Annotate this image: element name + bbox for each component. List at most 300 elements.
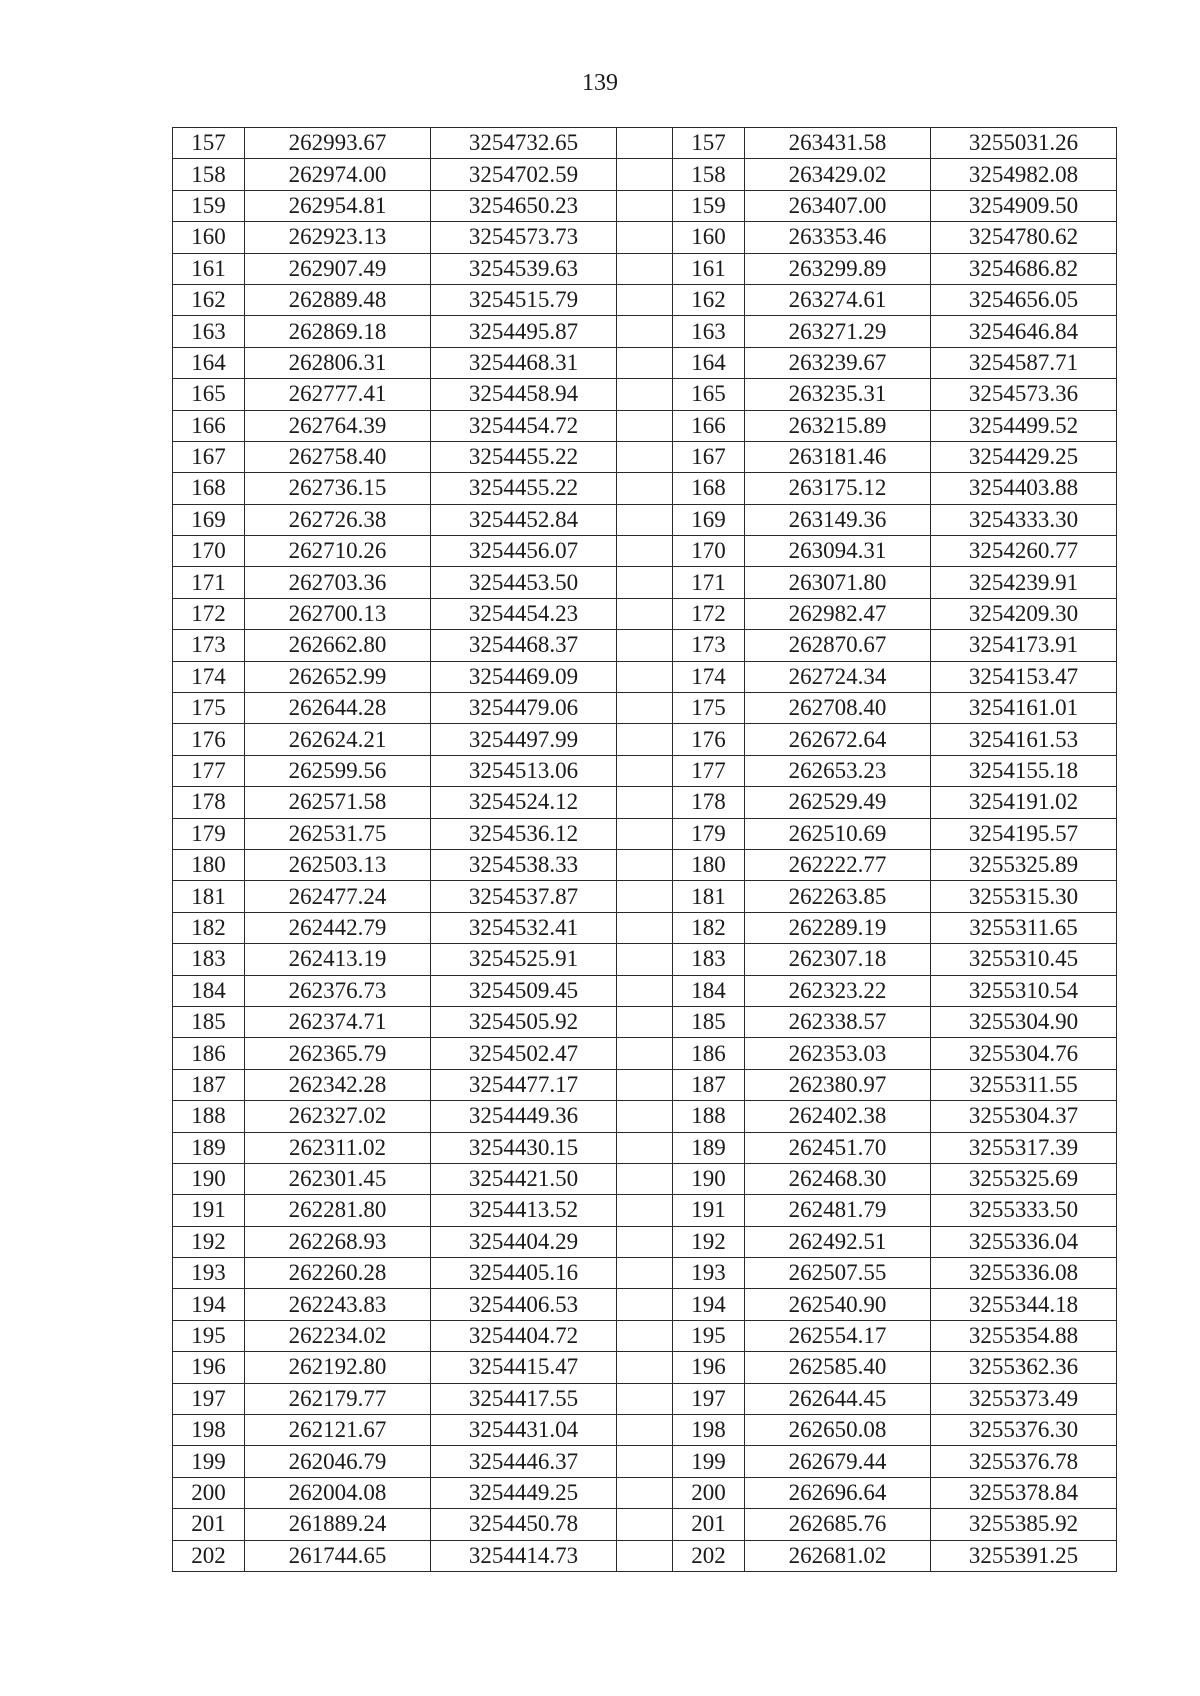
table-row — [173, 787, 1117, 818]
right-point-number-cell: 200 — [673, 1477, 745, 1508]
left-x-coordinate-cell: 262777.41 — [245, 379, 431, 410]
right-point-number-cell: 161 — [673, 253, 745, 284]
right-y-coordinate-cell: 3255311.65 — [931, 912, 1117, 943]
spacer-cell — [617, 787, 673, 818]
left-point-number-cell: 163 — [173, 316, 245, 347]
right-point-number-cell: 185 — [673, 1006, 745, 1037]
left-x-coordinate-cell: 262993.67 — [245, 128, 431, 159]
table-row — [173, 912, 1117, 943]
table-row — [173, 1446, 1117, 1477]
right-y-coordinate-cell: 3255344.18 — [931, 1289, 1117, 1320]
left-x-coordinate-cell: 262374.71 — [245, 1006, 431, 1037]
right-point-number-cell: 180 — [673, 849, 745, 880]
left-y-coordinate-cell: 3254452.84 — [431, 504, 617, 535]
table-row — [173, 1415, 1117, 1446]
table-row — [173, 755, 1117, 786]
right-x-coordinate-cell: 262724.34 — [745, 661, 931, 692]
left-point-number-cell: 164 — [173, 347, 245, 378]
spacer-cell — [617, 473, 673, 504]
left-x-coordinate-cell: 262268.93 — [245, 1226, 431, 1257]
right-x-coordinate-cell: 263407.00 — [745, 190, 931, 221]
right-y-coordinate-cell: 3254260.77 — [931, 536, 1117, 567]
right-point-number-cell: 190 — [673, 1163, 745, 1194]
spacer-cell — [617, 1258, 673, 1289]
right-point-number-cell: 182 — [673, 912, 745, 943]
left-y-coordinate-cell: 3254455.22 — [431, 441, 617, 472]
left-x-coordinate-cell: 262599.56 — [245, 755, 431, 786]
right-point-number-cell: 187 — [673, 1069, 745, 1100]
right-y-coordinate-cell: 3254499.52 — [931, 410, 1117, 441]
table-row — [173, 504, 1117, 535]
right-x-coordinate-cell: 263274.61 — [745, 284, 931, 315]
table-row — [173, 724, 1117, 755]
right-point-number-cell: 159 — [673, 190, 745, 221]
spacer-cell — [617, 818, 673, 849]
left-point-number-cell: 183 — [173, 944, 245, 975]
right-x-coordinate-cell: 262263.85 — [745, 881, 931, 912]
right-point-number-cell: 169 — [673, 504, 745, 535]
table-row — [173, 661, 1117, 692]
left-x-coordinate-cell: 262758.40 — [245, 441, 431, 472]
left-point-number-cell: 179 — [173, 818, 245, 849]
right-y-coordinate-cell: 3254982.08 — [931, 159, 1117, 190]
right-point-number-cell: 192 — [673, 1226, 745, 1257]
table-row — [173, 849, 1117, 880]
right-y-coordinate-cell: 3255310.54 — [931, 975, 1117, 1006]
right-y-coordinate-cell: 3255354.88 — [931, 1320, 1117, 1351]
right-x-coordinate-cell: 263181.46 — [745, 441, 931, 472]
spacer-cell — [617, 128, 673, 159]
left-y-coordinate-cell: 3254404.29 — [431, 1226, 617, 1257]
right-x-coordinate-cell: 262585.40 — [745, 1352, 931, 1383]
table-row — [173, 1163, 1117, 1194]
right-x-coordinate-cell: 263353.46 — [745, 222, 931, 253]
right-y-coordinate-cell: 3254209.30 — [931, 598, 1117, 629]
left-y-coordinate-cell: 3254405.16 — [431, 1258, 617, 1289]
left-y-coordinate-cell: 3254502.47 — [431, 1038, 617, 1069]
left-y-coordinate-cell: 3254415.47 — [431, 1352, 617, 1383]
table-row — [173, 1038, 1117, 1069]
table-row — [173, 410, 1117, 441]
table-row — [173, 284, 1117, 315]
right-point-number-cell: 171 — [673, 567, 745, 598]
right-y-coordinate-cell: 3255304.76 — [931, 1038, 1117, 1069]
spacer-cell — [617, 1477, 673, 1508]
right-y-coordinate-cell: 3255376.78 — [931, 1446, 1117, 1477]
spacer-cell — [617, 410, 673, 441]
right-y-coordinate-cell: 3254573.36 — [931, 379, 1117, 410]
table-row — [173, 253, 1117, 284]
table-row — [173, 1289, 1117, 1320]
left-point-number-cell: 194 — [173, 1289, 245, 1320]
left-y-coordinate-cell: 3254458.94 — [431, 379, 617, 410]
spacer-cell — [617, 1320, 673, 1351]
right-x-coordinate-cell: 262650.08 — [745, 1415, 931, 1446]
left-x-coordinate-cell: 262700.13 — [245, 598, 431, 629]
left-x-coordinate-cell: 262046.79 — [245, 1446, 431, 1477]
right-x-coordinate-cell: 262644.45 — [745, 1383, 931, 1414]
right-y-coordinate-cell: 3255310.45 — [931, 944, 1117, 975]
right-y-coordinate-cell: 3254161.01 — [931, 693, 1117, 724]
right-point-number-cell: 158 — [673, 159, 745, 190]
left-x-coordinate-cell: 262889.48 — [245, 284, 431, 315]
left-x-coordinate-cell: 262662.80 — [245, 630, 431, 661]
right-point-number-cell: 199 — [673, 1446, 745, 1477]
spacer-cell — [617, 253, 673, 284]
left-y-coordinate-cell: 3254450.78 — [431, 1509, 617, 1540]
table-row — [173, 128, 1117, 159]
right-x-coordinate-cell: 262468.30 — [745, 1163, 931, 1194]
right-y-coordinate-cell: 3255362.36 — [931, 1352, 1117, 1383]
table-row — [173, 1101, 1117, 1132]
right-x-coordinate-cell: 262353.03 — [745, 1038, 931, 1069]
spacer-cell — [617, 630, 673, 661]
left-point-number-cell: 180 — [173, 849, 245, 880]
table-row — [173, 1069, 1117, 1100]
left-x-coordinate-cell: 262974.00 — [245, 159, 431, 190]
left-point-number-cell: 188 — [173, 1101, 245, 1132]
right-y-coordinate-cell: 3255325.69 — [931, 1163, 1117, 1194]
left-point-number-cell: 175 — [173, 693, 245, 724]
right-x-coordinate-cell: 262870.67 — [745, 630, 931, 661]
left-x-coordinate-cell: 262703.36 — [245, 567, 431, 598]
right-point-number-cell: 186 — [673, 1038, 745, 1069]
left-x-coordinate-cell: 262281.80 — [245, 1195, 431, 1226]
right-x-coordinate-cell: 262529.49 — [745, 787, 931, 818]
left-point-number-cell: 159 — [173, 190, 245, 221]
right-point-number-cell: 165 — [673, 379, 745, 410]
spacer-cell — [617, 222, 673, 253]
left-y-coordinate-cell: 3254455.22 — [431, 473, 617, 504]
right-y-coordinate-cell: 3255311.55 — [931, 1069, 1117, 1100]
table-row — [173, 1477, 1117, 1508]
right-point-number-cell: 195 — [673, 1320, 745, 1351]
left-x-coordinate-cell: 262243.83 — [245, 1289, 431, 1320]
table-row — [173, 1226, 1117, 1257]
left-y-coordinate-cell: 3254406.53 — [431, 1289, 617, 1320]
right-y-coordinate-cell: 3255304.90 — [931, 1006, 1117, 1037]
left-point-number-cell: 197 — [173, 1383, 245, 1414]
spacer-cell — [617, 724, 673, 755]
left-point-number-cell: 167 — [173, 441, 245, 472]
left-point-number-cell: 190 — [173, 1163, 245, 1194]
right-point-number-cell: 172 — [673, 598, 745, 629]
right-point-number-cell: 181 — [673, 881, 745, 912]
table-row — [173, 159, 1117, 190]
left-y-coordinate-cell: 3254449.25 — [431, 1477, 617, 1508]
left-point-number-cell: 200 — [173, 1477, 245, 1508]
left-point-number-cell: 177 — [173, 755, 245, 786]
right-point-number-cell: 173 — [673, 630, 745, 661]
right-x-coordinate-cell: 263175.12 — [745, 473, 931, 504]
left-y-coordinate-cell: 3254732.65 — [431, 128, 617, 159]
right-point-number-cell: 162 — [673, 284, 745, 315]
right-point-number-cell: 196 — [673, 1352, 745, 1383]
left-point-number-cell: 196 — [173, 1352, 245, 1383]
spacer-cell — [617, 1383, 673, 1414]
spacer-cell — [617, 1038, 673, 1069]
table-row — [173, 1132, 1117, 1163]
left-point-number-cell: 157 — [173, 128, 245, 159]
right-x-coordinate-cell: 262708.40 — [745, 693, 931, 724]
left-y-coordinate-cell: 3254509.45 — [431, 975, 617, 1006]
right-x-coordinate-cell: 262222.77 — [745, 849, 931, 880]
left-x-coordinate-cell: 261744.65 — [245, 1540, 431, 1571]
left-x-coordinate-cell: 262121.67 — [245, 1415, 431, 1446]
left-y-coordinate-cell: 3254539.63 — [431, 253, 617, 284]
right-x-coordinate-cell: 263299.89 — [745, 253, 931, 284]
spacer-cell — [617, 567, 673, 598]
spacer-cell — [617, 1006, 673, 1037]
left-y-coordinate-cell: 3254468.31 — [431, 347, 617, 378]
left-point-number-cell: 191 — [173, 1195, 245, 1226]
left-point-number-cell: 168 — [173, 473, 245, 504]
left-x-coordinate-cell: 262327.02 — [245, 1101, 431, 1132]
left-x-coordinate-cell: 262571.58 — [245, 787, 431, 818]
left-x-coordinate-cell: 262365.79 — [245, 1038, 431, 1069]
right-x-coordinate-cell: 262681.02 — [745, 1540, 931, 1571]
left-x-coordinate-cell: 262342.28 — [245, 1069, 431, 1100]
right-point-number-cell: 201 — [673, 1509, 745, 1540]
table-row — [173, 598, 1117, 629]
right-x-coordinate-cell: 263429.02 — [745, 159, 931, 190]
left-x-coordinate-cell: 262726.38 — [245, 504, 431, 535]
left-point-number-cell: 160 — [173, 222, 245, 253]
right-y-coordinate-cell: 3255325.89 — [931, 849, 1117, 880]
spacer-cell — [617, 1226, 673, 1257]
right-y-coordinate-cell: 3255376.30 — [931, 1415, 1117, 1446]
left-x-coordinate-cell: 262234.02 — [245, 1320, 431, 1351]
spacer-cell — [617, 316, 673, 347]
right-x-coordinate-cell: 263149.36 — [745, 504, 931, 535]
spacer-cell — [617, 536, 673, 567]
table-row — [173, 441, 1117, 472]
right-point-number-cell: 197 — [673, 1383, 745, 1414]
right-x-coordinate-cell: 262540.90 — [745, 1289, 931, 1320]
right-y-coordinate-cell: 3254155.18 — [931, 755, 1117, 786]
table-row — [173, 1540, 1117, 1571]
left-point-number-cell: 181 — [173, 881, 245, 912]
right-y-coordinate-cell: 3254909.50 — [931, 190, 1117, 221]
left-x-coordinate-cell: 262710.26 — [245, 536, 431, 567]
left-x-coordinate-cell: 262954.81 — [245, 190, 431, 221]
table-row — [173, 222, 1117, 253]
left-point-number-cell: 165 — [173, 379, 245, 410]
left-y-coordinate-cell: 3254525.91 — [431, 944, 617, 975]
left-point-number-cell: 158 — [173, 159, 245, 190]
right-point-number-cell: 157 — [673, 128, 745, 159]
spacer-cell — [617, 1446, 673, 1477]
right-x-coordinate-cell: 262492.51 — [745, 1226, 931, 1257]
table-row — [173, 693, 1117, 724]
spacer-cell — [617, 912, 673, 943]
right-y-coordinate-cell: 3254195.57 — [931, 818, 1117, 849]
left-y-coordinate-cell: 3254532.41 — [431, 912, 617, 943]
coordinates-table — [172, 127, 1117, 1572]
left-y-coordinate-cell: 3254456.07 — [431, 536, 617, 567]
left-x-coordinate-cell: 262442.79 — [245, 912, 431, 943]
right-x-coordinate-cell: 262510.69 — [745, 818, 931, 849]
right-point-number-cell: 167 — [673, 441, 745, 472]
right-x-coordinate-cell: 262653.23 — [745, 755, 931, 786]
right-point-number-cell: 179 — [673, 818, 745, 849]
left-x-coordinate-cell: 262413.19 — [245, 944, 431, 975]
right-point-number-cell: 170 — [673, 536, 745, 567]
right-x-coordinate-cell: 262380.97 — [745, 1069, 931, 1100]
table-row — [173, 630, 1117, 661]
spacer-cell — [617, 441, 673, 472]
right-x-coordinate-cell: 263071.80 — [745, 567, 931, 598]
left-x-coordinate-cell: 262907.49 — [245, 253, 431, 284]
left-x-coordinate-cell: 262376.73 — [245, 975, 431, 1006]
right-y-coordinate-cell: 3255336.04 — [931, 1226, 1117, 1257]
left-x-coordinate-cell: 262624.21 — [245, 724, 431, 755]
right-point-number-cell: 202 — [673, 1540, 745, 1571]
table-row — [173, 881, 1117, 912]
left-point-number-cell: 199 — [173, 1446, 245, 1477]
left-y-coordinate-cell: 3254431.04 — [431, 1415, 617, 1446]
left-y-coordinate-cell: 3254479.06 — [431, 693, 617, 724]
right-point-number-cell: 198 — [673, 1415, 745, 1446]
right-y-coordinate-cell: 3254333.30 — [931, 504, 1117, 535]
spacer-cell — [617, 1101, 673, 1132]
right-point-number-cell: 163 — [673, 316, 745, 347]
spacer-cell — [617, 1540, 673, 1571]
right-x-coordinate-cell: 262507.55 — [745, 1258, 931, 1289]
left-y-coordinate-cell: 3254421.50 — [431, 1163, 617, 1194]
right-x-coordinate-cell: 262451.70 — [745, 1132, 931, 1163]
spacer-cell — [617, 598, 673, 629]
right-x-coordinate-cell: 263239.67 — [745, 347, 931, 378]
right-x-coordinate-cell: 262307.18 — [745, 944, 931, 975]
right-y-coordinate-cell: 3254780.62 — [931, 222, 1117, 253]
right-point-number-cell: 188 — [673, 1101, 745, 1132]
spacer-cell — [617, 190, 673, 221]
right-y-coordinate-cell: 3254239.91 — [931, 567, 1117, 598]
left-y-coordinate-cell: 3254468.37 — [431, 630, 617, 661]
spacer-cell — [617, 1132, 673, 1163]
spacer-cell — [617, 1415, 673, 1446]
right-point-number-cell: 193 — [673, 1258, 745, 1289]
right-x-coordinate-cell: 263271.29 — [745, 316, 931, 347]
right-y-coordinate-cell: 3254656.05 — [931, 284, 1117, 315]
spacer-cell — [617, 1069, 673, 1100]
left-x-coordinate-cell: 261889.24 — [245, 1509, 431, 1540]
left-x-coordinate-cell: 262644.28 — [245, 693, 431, 724]
left-point-number-cell: 202 — [173, 1540, 245, 1571]
right-x-coordinate-cell: 262323.22 — [745, 975, 931, 1006]
left-y-coordinate-cell: 3254497.99 — [431, 724, 617, 755]
table-row — [173, 1320, 1117, 1351]
left-point-number-cell: 184 — [173, 975, 245, 1006]
left-x-coordinate-cell: 262923.13 — [245, 222, 431, 253]
right-x-coordinate-cell: 262982.47 — [745, 598, 931, 629]
left-y-coordinate-cell: 3254515.79 — [431, 284, 617, 315]
left-x-coordinate-cell: 262477.24 — [245, 881, 431, 912]
right-point-number-cell: 189 — [673, 1132, 745, 1163]
table-row — [173, 944, 1117, 975]
left-x-coordinate-cell: 262503.13 — [245, 849, 431, 880]
right-y-coordinate-cell: 3255304.37 — [931, 1101, 1117, 1132]
left-y-coordinate-cell: 3254495.87 — [431, 316, 617, 347]
left-y-coordinate-cell: 3254414.73 — [431, 1540, 617, 1571]
left-point-number-cell: 182 — [173, 912, 245, 943]
left-y-coordinate-cell: 3254446.37 — [431, 1446, 617, 1477]
right-y-coordinate-cell: 3254191.02 — [931, 787, 1117, 818]
spacer-cell — [617, 504, 673, 535]
right-y-coordinate-cell: 3255378.84 — [931, 1477, 1117, 1508]
right-y-coordinate-cell: 3254429.25 — [931, 441, 1117, 472]
left-x-coordinate-cell: 262004.08 — [245, 1477, 431, 1508]
left-point-number-cell: 189 — [173, 1132, 245, 1163]
right-y-coordinate-cell: 3254173.91 — [931, 630, 1117, 661]
left-y-coordinate-cell: 3254573.73 — [431, 222, 617, 253]
left-y-coordinate-cell: 3254469.09 — [431, 661, 617, 692]
right-point-number-cell: 184 — [673, 975, 745, 1006]
left-x-coordinate-cell: 262764.39 — [245, 410, 431, 441]
right-y-coordinate-cell: 3255336.08 — [931, 1258, 1117, 1289]
left-point-number-cell: 185 — [173, 1006, 245, 1037]
left-y-coordinate-cell: 3254477.17 — [431, 1069, 617, 1100]
left-point-number-cell: 172 — [173, 598, 245, 629]
left-x-coordinate-cell: 262531.75 — [245, 818, 431, 849]
page-number: 139 — [582, 70, 618, 96]
left-x-coordinate-cell: 262311.02 — [245, 1132, 431, 1163]
spacer-cell — [617, 693, 673, 724]
left-y-coordinate-cell: 3254454.72 — [431, 410, 617, 441]
left-point-number-cell: 170 — [173, 536, 245, 567]
spacer-cell — [617, 849, 673, 880]
table-row — [173, 473, 1117, 504]
right-y-coordinate-cell: 3255315.30 — [931, 881, 1117, 912]
table-row — [173, 818, 1117, 849]
right-point-number-cell: 176 — [673, 724, 745, 755]
spacer-cell — [617, 1352, 673, 1383]
left-y-coordinate-cell: 3254404.72 — [431, 1320, 617, 1351]
right-point-number-cell: 183 — [673, 944, 745, 975]
right-y-coordinate-cell: 3255385.92 — [931, 1509, 1117, 1540]
right-y-coordinate-cell: 3255391.25 — [931, 1540, 1117, 1571]
spacer-cell — [617, 661, 673, 692]
left-y-coordinate-cell: 3254505.92 — [431, 1006, 617, 1037]
left-y-coordinate-cell: 3254454.23 — [431, 598, 617, 629]
left-point-number-cell: 186 — [173, 1038, 245, 1069]
left-x-coordinate-cell: 262736.15 — [245, 473, 431, 504]
table-row — [173, 316, 1117, 347]
table-row — [173, 379, 1117, 410]
right-point-number-cell: 194 — [673, 1289, 745, 1320]
right-x-coordinate-cell: 263431.58 — [745, 128, 931, 159]
spacer-cell — [617, 379, 673, 410]
right-x-coordinate-cell: 262554.17 — [745, 1320, 931, 1351]
left-y-coordinate-cell: 3254702.59 — [431, 159, 617, 190]
left-y-coordinate-cell: 3254538.33 — [431, 849, 617, 880]
right-x-coordinate-cell: 262672.64 — [745, 724, 931, 755]
table-row — [173, 1509, 1117, 1540]
right-point-number-cell: 174 — [673, 661, 745, 692]
table-row — [173, 567, 1117, 598]
left-point-number-cell: 201 — [173, 1509, 245, 1540]
left-point-number-cell: 193 — [173, 1258, 245, 1289]
right-point-number-cell: 168 — [673, 473, 745, 504]
spacer-cell — [617, 881, 673, 912]
left-x-coordinate-cell: 262192.80 — [245, 1352, 431, 1383]
left-point-number-cell: 166 — [173, 410, 245, 441]
right-x-coordinate-cell: 262679.44 — [745, 1446, 931, 1477]
right-y-coordinate-cell: 3254646.84 — [931, 316, 1117, 347]
left-y-coordinate-cell: 3254453.50 — [431, 567, 617, 598]
left-x-coordinate-cell: 262260.28 — [245, 1258, 431, 1289]
